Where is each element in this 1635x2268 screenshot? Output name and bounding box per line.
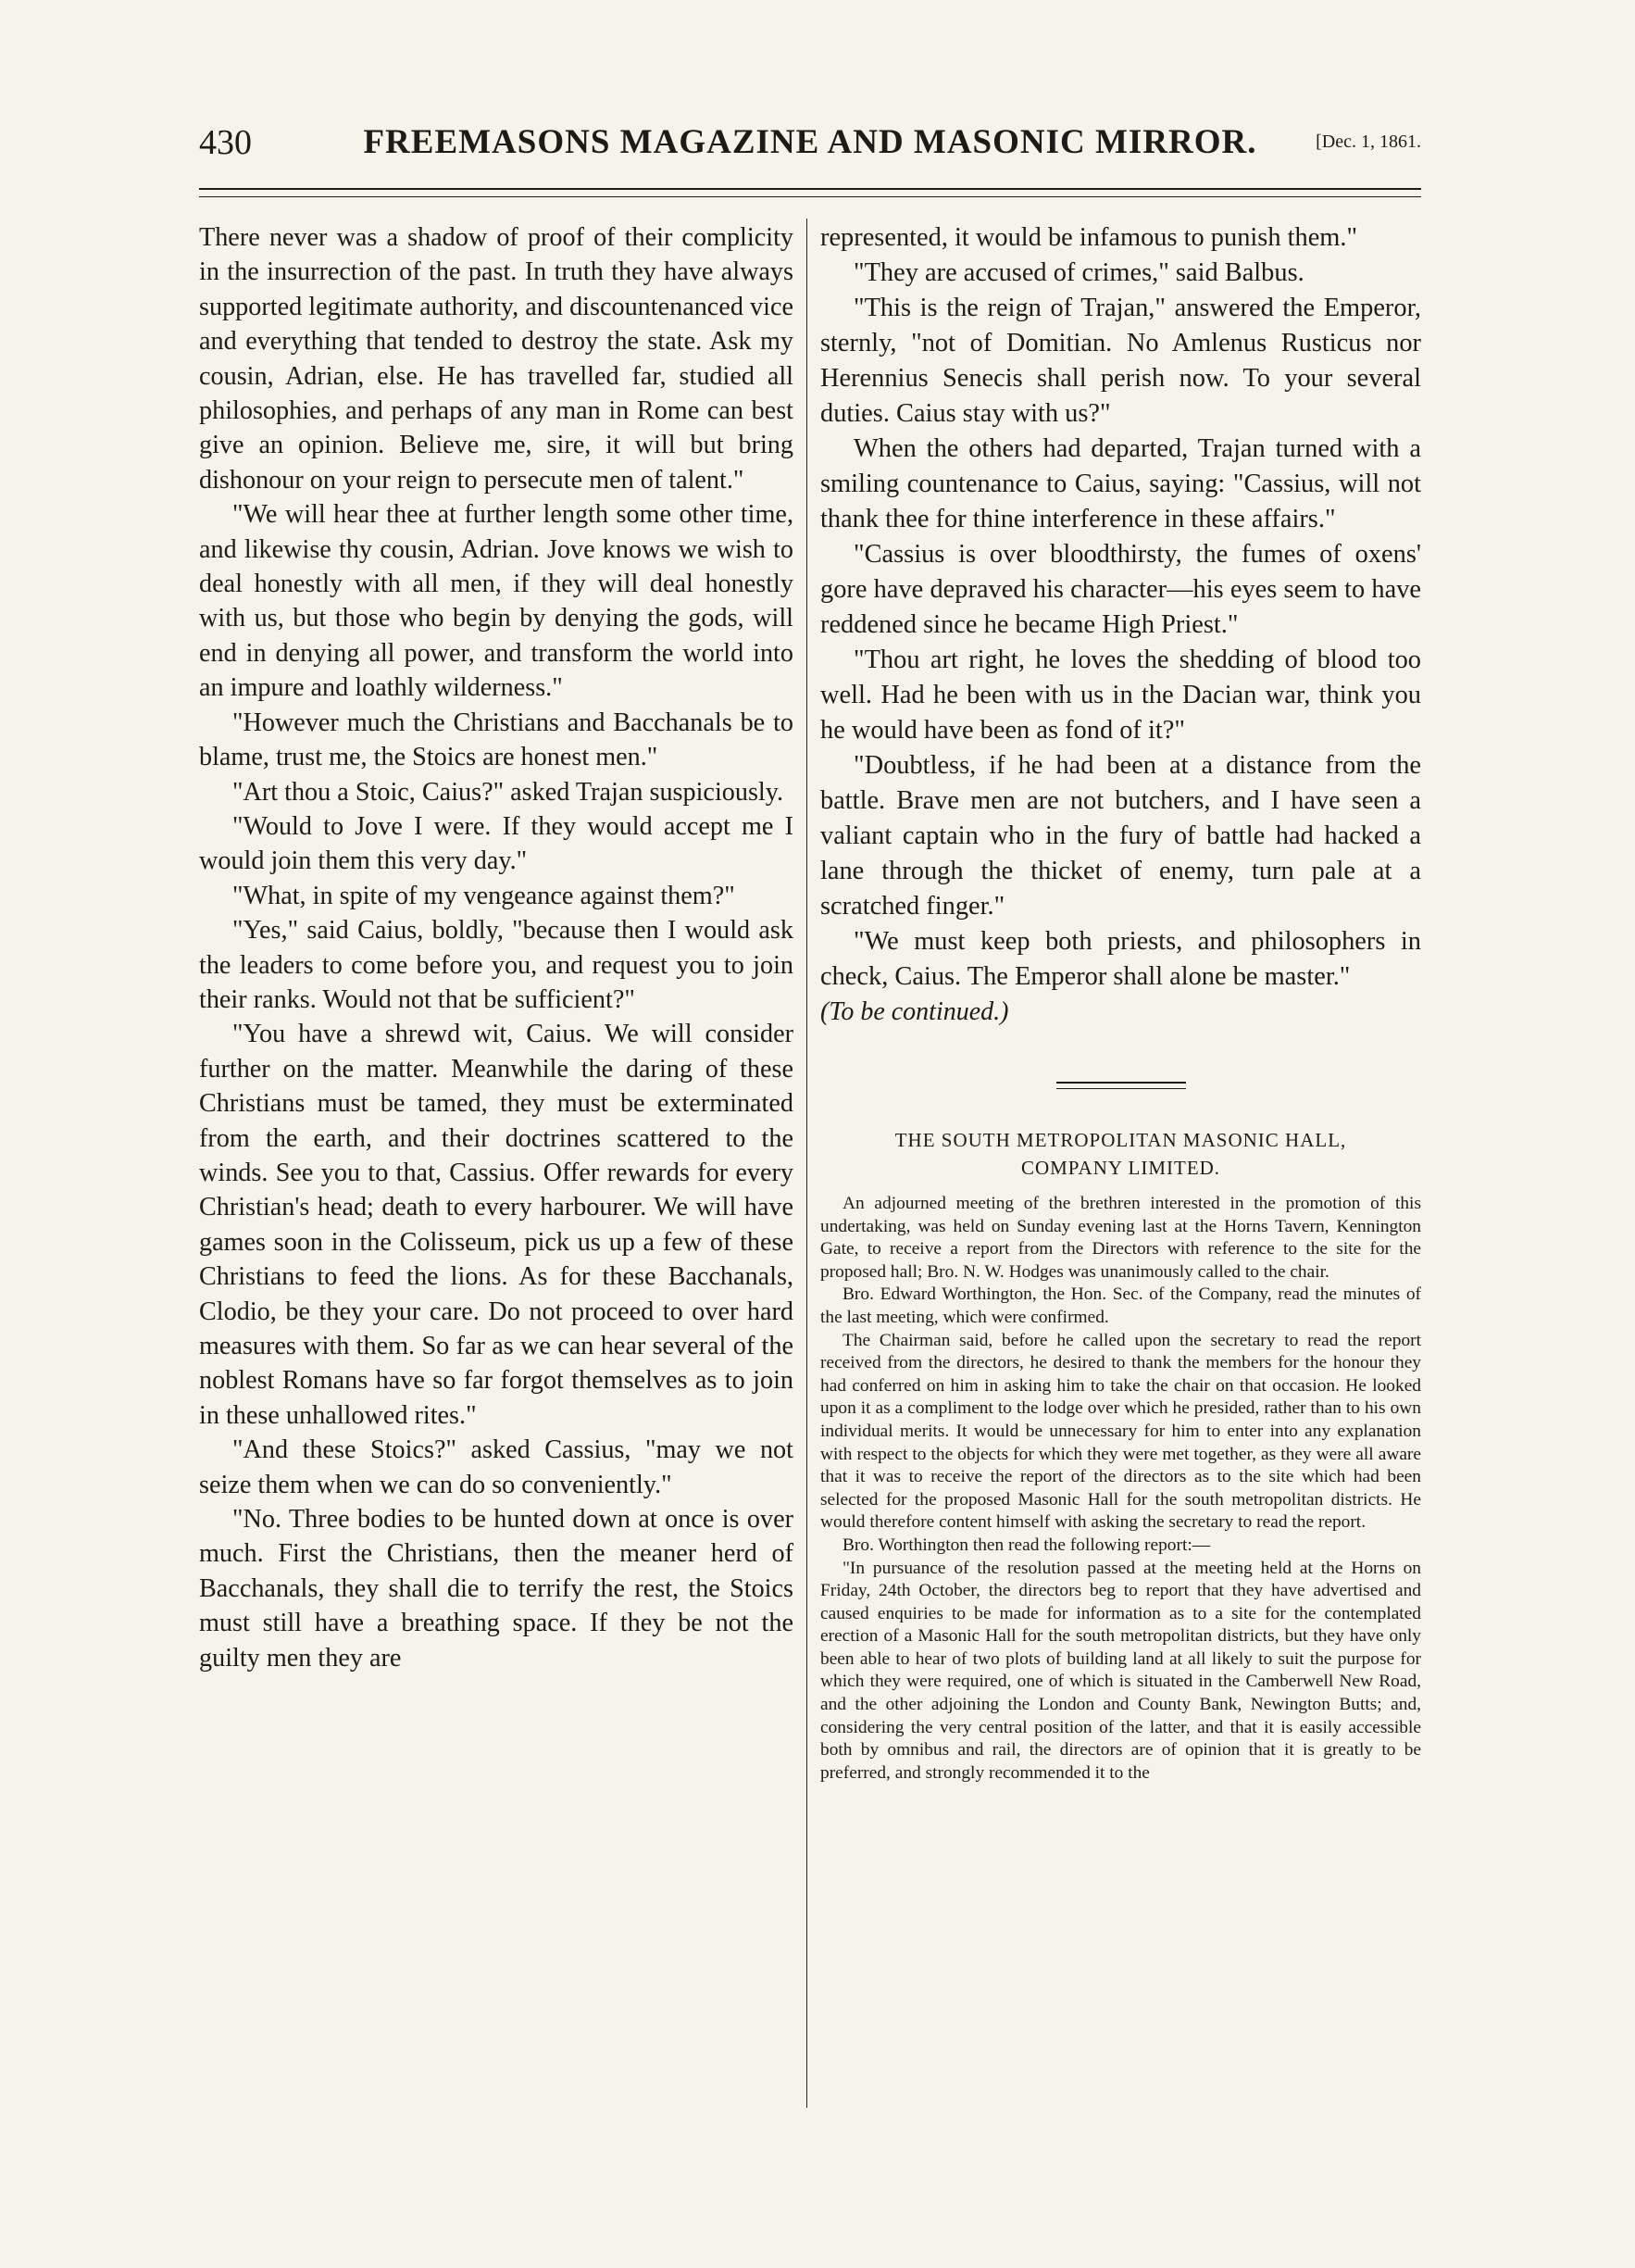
report-paragraph: Bro. Edward Worthington, the Hon. Sec. of the Company, read the minutes of the last meeting, which were confirmed. xyxy=(820,1284,1421,1327)
story-paragraph: "Doubtless, if he had been at a distance from the battle. Brave men are not butchers, and I have seen a valiant captain who in the fury of battle had hacked a lane through the thicket of enemy, turn pale at a scratched finger." xyxy=(820,751,1421,921)
header-rule-thin xyxy=(199,196,1421,197)
magazine-title: FREEMASONS MAGAZINE AND MASONIC MIRROR. xyxy=(363,123,1257,161)
right-column xyxy=(820,220,1421,1785)
story-paragraph: When the others had departed, Trajan turned with a smiling countenance to Caius, saying: "Cassius, will not thank thee for thine interference in these affairs." xyxy=(820,434,1421,533)
report-paragraph: The Chairman said, before he called upon the secretary to read the report received from the directors, he desired to thank the members for the honour they had conferred on him in asking him to take the chair on that occasion. He looked upon it as a compliment to the lodge over which he presided, rather than to his own individual merits. It would be unnecessary for him to enter into any explanation with respect to the objects for which they were met together, as they were all aware that it was to receive the report of the directors as to the site which had been selected for the proposed Masonic Hall for the south metropolitan districts. He would therefore content himself with asking the secretary to read the report. xyxy=(820,1330,1421,1533)
header-rule xyxy=(199,188,1421,190)
story-paragraph: "Cassius is over bloodthirsty, the fumes of oxens' gore have depraved his character—his eyes seem to have reddened since he became High Priest." xyxy=(820,540,1421,639)
story-paragraph: "You have a shrewd wit, Caius. We will consider further on the matter. Meanwhile the daring of these Christians must be tamed, they must be exterminated from the earth, and their doctrines scattered to the winds. See you to that, Cassius. Offer rewards for every Christian's head; death to every harbourer. We will have games soon in the Colisseum, pick us up a few of these Christians to feed the lions. As for these Bacchanals, Clodio, be they your care. Do not proceed to over hard measures with them. So far as we can hear several of the noblest Romans have so far forgot themselves as to join in these unhallowed rites." xyxy=(199,1020,793,1430)
issue-date: [Dec. 1, 1861. xyxy=(1316,132,1421,152)
story-paragraph: "Thou art right, he loves the shedding of blood too well. Had he been with us in the Dacian war, think you he would have been as fond of it?" xyxy=(820,645,1421,745)
story-paragraph: "They are accused of crimes," said Balbus. xyxy=(854,258,1304,287)
report-paragraph: Bro. Worthington then read the following report:— xyxy=(842,1535,1211,1555)
story-paragraph: "We will hear thee at further length some other time, and likewise thy cousin, Adrian. Jove knows we wish to deal honestly with all men, if they will deal honestly with us, but those who begin by denying the gods, will end in denying all power, and transform the world into an impure and loathly wilderness." xyxy=(199,500,793,703)
story-paragraph: "Art thou a Stoic, Caius?" asked Trajan suspiciously. xyxy=(232,777,784,807)
left-column xyxy=(199,220,793,1675)
story-paragraph: "And these Stoics?" asked Cassius, "may we not seize them when we can do so conveniently." xyxy=(199,1435,793,1499)
story-paragraph: "What, in spite of my vengeance against them?" xyxy=(232,881,735,910)
story-paragraph: "Would to Jove I were. If they would accept me I would join them this very day." xyxy=(199,811,793,876)
story-paragraph: There never was a shadow of proof of their complicity in the insurrection of the past. In truth they have always supported legitimate authority, and discountenanced vice and everything that tended to destroy the state. Ask my cousin, Adrian, else. He has travelled far, studied all philosophies, and perhaps of any man in Rome can best give an opinion. Believe me, sire, it will but bring dishonour on your reign to persecute men of talent." xyxy=(199,223,793,495)
page-header xyxy=(199,122,1421,174)
section-title xyxy=(820,1126,1421,1182)
report-paragraph: "In pursuance of the resolution passed at the meeting held at the Horns on Friday, 24th October, the directors beg to report that they have advertised and caused enquiries to be made for information as to a site for the contemplated erection of a Masonic Hall for the south metropolitan districts, but they have only been able to hear of two plots of building land at all likely to suit the purpose for which they were required, one of which is situated in the Camberwell New Road, and the other adjoining the London and County Bank, Newington Butts; and, considering the very central position of the latter, and that it is easily accessible both by omnibus and rail, the directors are of opinion that it is greatly to be preferred, and strongly recommended it to the xyxy=(820,1558,1421,1783)
to-be-continued: (To be continued.) xyxy=(820,997,1009,1026)
column-divider xyxy=(806,219,807,2108)
report-paragraph: An adjourned meeting of the brethren interested in the promotion of this undertaking, was held on Sunday evening last at the Horns Tavern, Kennington Gate, to receive a report from the Directors with reference to the site for the proposed hall; Bro. N. W. Hodges was unanimously called to the chair. xyxy=(820,1194,1421,1282)
section-ornament xyxy=(1056,1082,1186,1089)
section-title-line: COMPANY LIMITED. xyxy=(1020,1157,1221,1179)
story-paragraph: "We must keep both priests, and philosophers in check, Caius. The Emperor shall alone be master." xyxy=(820,927,1421,991)
story-paragraph: "No. Three bodies to be hunted down at once is over much. First the Christians, then the meaner herd of Bacchanals, they shall die to terrify the rest, the Stoics must still have a breathing space. If they be not the guilty men they are xyxy=(199,1505,793,1673)
page-number: 430 xyxy=(199,123,252,162)
story-paragraph: "However much the Christians and Bacchanals be to blame, trust me, the Stoics are honest men." xyxy=(199,708,793,772)
story-paragraph: "This is the reign of Trajan," answered the Emperor, sternly, "not of Domitian. No Amlenus Rusticus nor Herennius Senecis shall perish now. To your several duties. Caius stay with us?" xyxy=(820,294,1421,428)
section-title-line: THE SOUTH METROPOLITAN MASONIC HALL, xyxy=(894,1129,1347,1151)
story-paragraph: "Yes," said Caius, boldly, "because then I would ask the leaders to come before you, and request you to join their ranks. Would not that be sufficient?" xyxy=(199,916,793,1014)
story-paragraph: represented, it would be infamous to punish them." xyxy=(820,223,1358,252)
